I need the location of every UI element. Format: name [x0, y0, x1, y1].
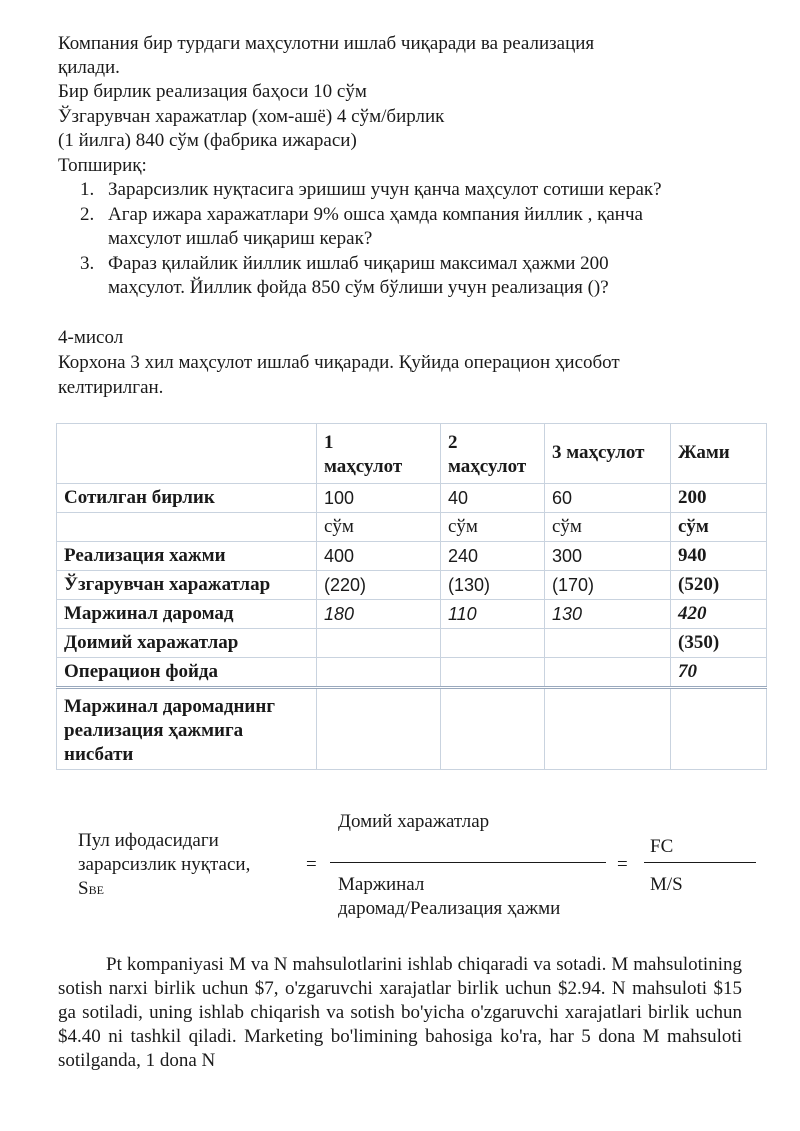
cell-value: 110: [441, 600, 545, 629]
cell-total: (350): [671, 629, 767, 658]
cell-value: сўм: [317, 513, 441, 542]
cell-value: 40: [441, 484, 545, 513]
task-number: 1.: [80, 179, 95, 200]
table-header-row: [57, 424, 767, 484]
cell-value: 130: [545, 600, 671, 629]
formula-short-fraction-bar: [644, 862, 756, 863]
cell-value: 180: [317, 600, 441, 629]
row-label: Доимий харажатлар: [57, 629, 317, 658]
cell-value: 240: [441, 542, 545, 571]
cell-value: [441, 658, 545, 688]
body-paragraph: Pt kompaniyasi M va N mahsulotlarini ishlab chiqaradi va sotadi. M mahsulotining sotish narxi birlik uchun $7, o'zgaruvchi xarajatlar birlik uchun $2.94. N mahsuloti $15 ga sotiladi, uning ishlab chiqarish va sotish bo'yicha o'zgaruvchi xarajatlari birlik uchun $4.40 ni tashkil qiladi. Marketing bo'limining bahosiga ko'ra, har 5 dona M mahsuloti sotilganda, 1 dona N: [58, 954, 742, 1071]
formula-short-denominator: M/S: [650, 874, 683, 895]
cell-value: 400: [317, 542, 441, 571]
row-label: Маржинал даромад: [57, 600, 317, 629]
table-row: [57, 688, 767, 770]
task-text: Агар ижара харажатлари 9% ошса ҳамда компания йиллик , қанча махсулот ишлаб чиқариш керак?: [108, 204, 643, 249]
task-heading: Топшириқ:: [58, 155, 147, 176]
task-text: Фараз қилайлик йиллик ишлаб чиқариш максимал ҳажми 200 маҳсулот. Йиллик фойда 850 сўм бўлиши учун реализация ()?: [108, 253, 609, 298]
header-product-3: 3 маҳсулот: [545, 424, 671, 484]
cell-value: [441, 688, 545, 770]
cell-value: 300: [545, 542, 671, 571]
cell-value: сўм: [545, 513, 671, 542]
formula-equals-2: =: [617, 854, 628, 875]
example-title: 4-мисол: [58, 327, 124, 348]
cell-value: [317, 629, 441, 658]
formula-fraction-bar: [330, 862, 606, 863]
formula-left-label: Пул ифодасидаги зарарсизлик нуқтаси, SBE: [78, 830, 251, 899]
intro-price: Бир бирлик реализация баҳоси 10 сўм: [58, 81, 367, 102]
cell-total: 70: [671, 658, 767, 688]
cell-total: 940: [671, 542, 767, 571]
table-row: [57, 629, 767, 658]
intro-variable-costs: Ўзгарувчан харажатлар (хом-ашё) 4 сўм/бирлик: [58, 106, 445, 127]
example-line-1: Корхона 3 хил маҳсулот ишлаб чиқаради. Қуйида операцион ҳисобот: [58, 352, 620, 373]
row-label: Ўзгарувчан харажатлар: [57, 571, 317, 600]
operational-report-table: [56, 423, 767, 770]
cell-value: [317, 658, 441, 688]
cell-value: [545, 688, 671, 770]
row-label: Сотилган бирлик: [57, 484, 317, 513]
table-row: [57, 658, 767, 688]
row-label: Операцион фойда: [57, 658, 317, 688]
cell-value: [441, 629, 545, 658]
formula-equals-1: =: [306, 854, 317, 875]
cell-total: 200: [671, 484, 767, 513]
task-number: 3.: [80, 253, 95, 274]
formula-short-numerator: FC: [650, 836, 674, 857]
cell-value: (170): [545, 571, 671, 600]
cell-total: сўм: [671, 513, 767, 542]
table-row: [57, 571, 767, 600]
row-label: Маржинал даромаднинг реализация ҳажмига нисбати: [57, 688, 317, 770]
formula-denominator: Маржинал даромад/Реализация ҳажми: [338, 874, 561, 919]
example-line-2: келтирилган.: [58, 377, 164, 398]
table-row: [57, 542, 767, 571]
header-empty: [57, 424, 317, 484]
row-label: [57, 513, 317, 542]
intro-line-1: Компания бир турдаги маҳсулотни ишлаб чиқаради ва реализация: [58, 33, 595, 54]
cell-value: [545, 658, 671, 688]
task-number: 2.: [80, 204, 95, 225]
cell-value: [317, 688, 441, 770]
task-text: Зарарсизлик нуқтасига эришиш учун қанча маҳсулот сотиши керак?: [108, 179, 662, 200]
cell-value: (130): [441, 571, 545, 600]
cell-total: [671, 688, 767, 770]
header-product-2: 2 маҳсулот: [441, 424, 545, 484]
cell-value: 60: [545, 484, 671, 513]
header-product-1: 1 маҳсулот: [317, 424, 441, 484]
formula-numerator: Домий харажатлар: [338, 811, 490, 832]
intro-rent: (1 йилга) 840 сўм (фабрика ижараси): [58, 130, 357, 151]
table-row: [57, 600, 767, 629]
intro-line-2: қилади.: [58, 57, 120, 78]
cell-total: 420: [671, 600, 767, 629]
cell-value: (220): [317, 571, 441, 600]
row-label: Реализация хажми: [57, 542, 317, 571]
header-total: Жами: [671, 424, 767, 484]
table-row: [57, 484, 767, 513]
cell-value: [545, 629, 671, 658]
cell-value: 100: [317, 484, 441, 513]
cell-total: (520): [671, 571, 767, 600]
table-row: [57, 513, 767, 542]
cell-value: сўм: [441, 513, 545, 542]
